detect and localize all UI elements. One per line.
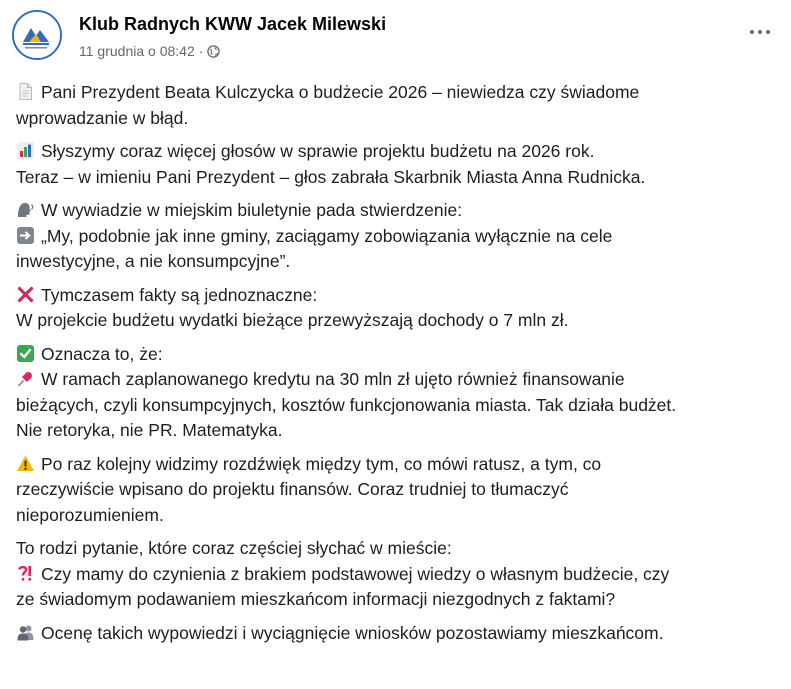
post-line: [16, 452, 776, 478]
post-line: [16, 249, 776, 275]
post-text: nieporozumieniem.: [16, 504, 164, 525]
post-line: [16, 106, 776, 132]
post-line: [16, 80, 776, 106]
post-line: [16, 342, 776, 368]
check-mark-icon: [16, 344, 35, 363]
post-paragraph: [16, 452, 776, 529]
post-line: [16, 367, 776, 393]
cross-mark-icon: [16, 285, 35, 304]
post-text: W ramach zaplanowanego kredytu na 30 mln zł ujęto również finansowanie: [41, 369, 625, 389]
post-line: [16, 224, 776, 250]
post-text: Tymczasem fakty są jednoznaczne:: [41, 284, 318, 305]
post-paragraph: [16, 342, 776, 444]
post-text: W wywiadzie w miejskim biuletynie pada stwierdzenie:: [41, 200, 463, 220]
post-text: ze świadomym podawaniem mieszkańcom informacji niezgodnych z faktami?: [16, 589, 616, 609]
post-line: [16, 587, 776, 613]
post-line: [16, 477, 776, 503]
post-text: inwestycyjne, a nie konsumpcyjne”.: [16, 251, 291, 271]
post-paragraph: [16, 621, 776, 647]
post-text: Pani Prezydent Beata Kulczycka o budżecie 2026 – niewiedza czy świadome: [41, 82, 640, 102]
bar-chart-icon: [16, 141, 35, 160]
people-silhouette-icon: [16, 623, 35, 642]
post-text: W projekcie budżetu wydatki bieżące przewyższają dochody o 7 mln zł.: [16, 310, 569, 330]
post-line: [16, 283, 776, 309]
post-paragraph: [16, 198, 776, 275]
post-line: [16, 536, 776, 562]
post-line: [16, 562, 776, 588]
post-text: Po raz kolejny widzimy rozdźwięk między tym, co mówi ratusz, a tym, co: [41, 453, 602, 474]
post-text: To rodzi pytanie, które coraz częściej słychać w mieście:: [16, 538, 452, 558]
post-line: [16, 308, 776, 334]
pushpin-icon: [16, 369, 35, 388]
globe-icon[interactable]: [207, 45, 220, 58]
warning-icon: [16, 454, 35, 473]
post-text: „My, podobnie jak inne gminy, zaciągamy zobowiązania wyłącznie na cele: [41, 225, 613, 246]
post-text: Słyszymy coraz więcej głosów w sprawie projektu budżetu na 2026 rok.: [41, 141, 595, 161]
post-paragraph: [16, 536, 776, 613]
speaking-head-icon: [16, 200, 35, 219]
post-text: Nie retoryka, nie PR. Matematyka.: [16, 420, 283, 440]
post-body: [16, 80, 776, 654]
right-arrow-icon: [16, 226, 35, 245]
post-line: [16, 139, 776, 165]
avatar-logo-icon: [14, 12, 60, 58]
post-text: Oznacza to, że:: [41, 343, 163, 364]
post-text: Czy mamy do czynienia z brakiem podstawowej wiedzy o własnym budżecie, czy: [41, 563, 670, 584]
post-text: Teraz – w imieniu Pani Prezydent – głos zabrała Skarbnik Miasta Anna Rudnicka.: [16, 166, 646, 187]
post-text: wprowadzanie w błąd.: [16, 107, 189, 128]
page-avatar[interactable]: [12, 10, 62, 60]
document-icon: [16, 82, 35, 101]
more-options-icon[interactable]: [745, 22, 775, 42]
post-meta: [79, 43, 220, 59]
post-line: [16, 393, 776, 419]
post-header: [12, 10, 779, 60]
post-line: [16, 621, 776, 647]
meta-separator: ·: [198, 43, 204, 59]
post-line: [16, 418, 776, 444]
post-text: rzeczywiście wpisano do projektu finansów. Coraz trudniej to tłumaczyć: [16, 479, 569, 499]
post-paragraph: [16, 80, 776, 131]
post-author[interactable]: Klub Radnych KWW Jacek Milewski: [79, 14, 387, 34]
post-line: [16, 198, 776, 224]
post-text: bieżących, czyli konsumpcyjnych, kosztów funkcjonowania miasta. Tak działa budżet.: [16, 394, 677, 415]
post-line: [16, 503, 776, 529]
post-text: Ocenę takich wypowiedzi i wyciągnięcie wniosków pozostawiamy mieszkańcom.: [41, 622, 664, 643]
post-paragraph: [16, 283, 776, 334]
post-timestamp[interactable]: 11 grudnia o 08:42: [79, 43, 195, 59]
post-line: [16, 165, 776, 191]
interrobang-icon: [16, 564, 35, 583]
post-paragraph: [16, 139, 776, 190]
